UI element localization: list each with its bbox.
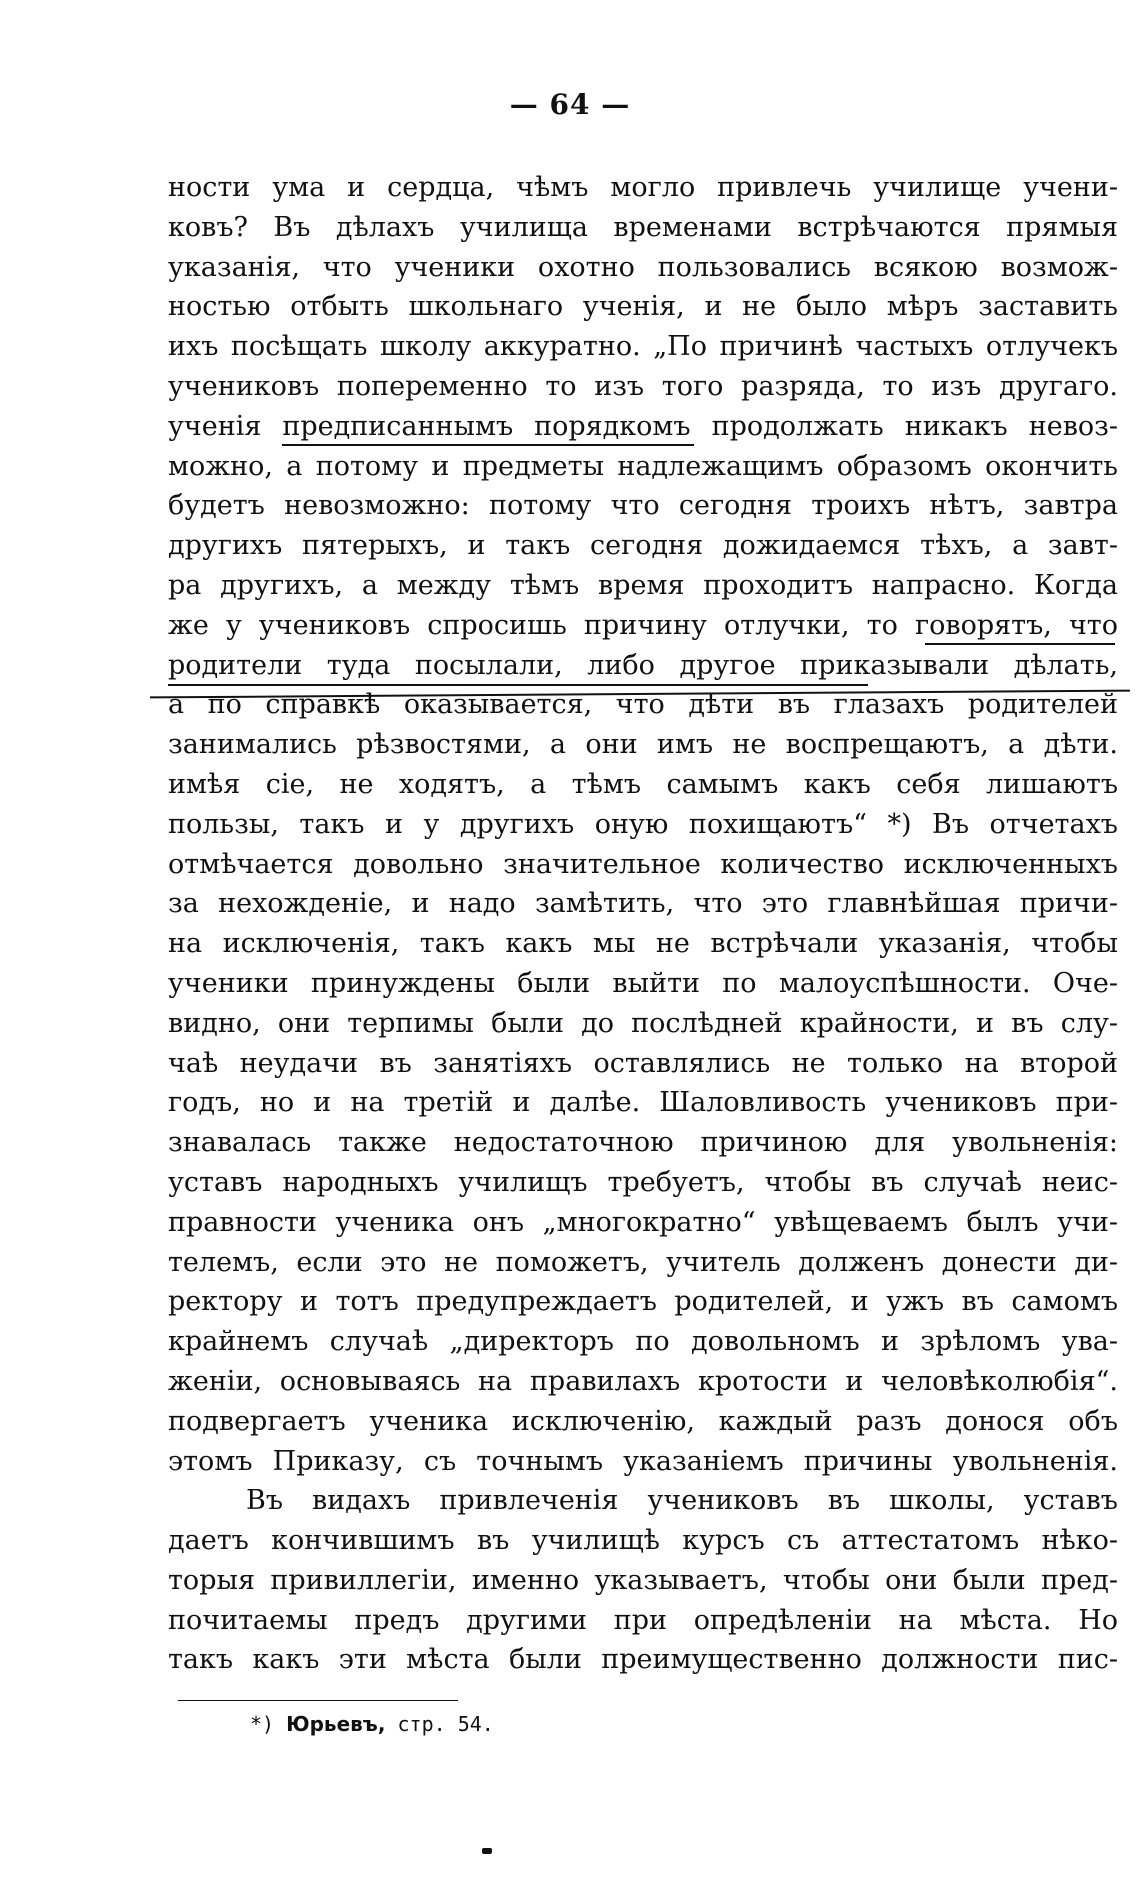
text-line: торыя привиллегіи, именно указываетъ, чтобы они были пред- — [168, 1564, 1118, 1596]
text-line: годъ, но и на третій и далѣе. Шаловливость учениковъ при- — [168, 1087, 1118, 1119]
text-line: уставъ народныхъ училищъ требуетъ, чтобы въ случаѣ неис- — [168, 1166, 1118, 1198]
text-line: чаѣ неудачи въ занятіяхъ оставлялись не только на второй — [168, 1047, 1118, 1079]
text-line: ковъ? Въ дѣлахъ училища временами встрѣчаются прямыя — [168, 211, 1118, 243]
text-line: а по справкѣ оказывается, что дѣти въ глазахъ родителей — [168, 689, 1118, 721]
text-line: правности ученика онъ „многократно“ увѣщеваемъ былъ учи- — [168, 1206, 1118, 1238]
text-line: ученія предписаннымъ порядкомъ продолжать никакъ невоз- — [168, 410, 1118, 442]
text-line: ра другихъ, а между тѣмъ время проходитъ напрасно. Когда — [168, 569, 1118, 601]
text-line: отмѣчается довольно значительное количество исключенныхъ — [168, 848, 1118, 880]
text-line: телемъ, если это не поможетъ, учитель долженъ донести ди- — [168, 1246, 1118, 1278]
text-line: ученики принуждены были выйти по малоуспѣшности. Оче- — [168, 967, 1118, 999]
text-line: крайнемъ случаѣ „директоръ по довольномъ и зрѣломъ ува- — [168, 1326, 1118, 1358]
text-line: можно, а потому и предметы надлежащимъ образомъ окончить — [168, 450, 1118, 482]
text-line: ности ума и сердца, чѣмъ могло привлечь училище учени- — [168, 172, 1118, 203]
text-line: ихъ посѣщать школу аккуратно. „По причинѣ частыхъ отлучекъ — [168, 331, 1118, 363]
text-line: за нехожденіе, и надо замѣтить, что это главнѣйшая причи- — [168, 888, 1118, 920]
text-line: же у учениковъ спросишь причину отлучки, то говорятъ, что — [168, 609, 1118, 641]
ink-blot-mark — [482, 1848, 492, 1854]
page-number: — 64 — — [509, 88, 631, 121]
text-line: другихъ пятерыхъ, и такъ сегодня дожидаемся тѣхъ, а завт- — [168, 530, 1118, 562]
pen-underline — [925, 643, 1115, 645]
text-line: родители туда посылали, либо другое приказывали дѣлать, — [168, 649, 1118, 681]
footnote-marker: *) — [250, 1712, 275, 1736]
footnote-reference: стр. 54. — [397, 1712, 494, 1736]
text-line: имѣя сіе, не ходятъ, а тѣмъ самымъ какъ себя лишаютъ — [168, 768, 1118, 800]
text-line: на исключенія, такъ какъ мы не встрѣчали указанія, чтобы — [168, 928, 1118, 960]
text-line: женіи, основываясь на правилахъ кротости и человѣколюбія“. — [168, 1365, 1118, 1397]
text-line: даетъ кончившимъ въ училищѣ курсъ съ аттестатомъ нѣко- — [168, 1525, 1118, 1557]
text-line: ректору и тотъ предупреждаетъ родителей, и ужъ въ самомъ — [168, 1286, 1118, 1318]
pen-underline — [282, 444, 694, 446]
text-line: пользы, такъ и у другихъ оную похищаютъ“ *) Въ отчетахъ — [168, 808, 1118, 840]
text-line: видно, они терпимы были до послѣдней крайности, и въ слу- — [168, 1007, 1118, 1039]
text-line: учениковъ попеременно то изъ того разряда, то изъ другаго. — [168, 370, 1118, 402]
text-line: почитаемы предъ другими при опредѣленіи на мѣста. Но — [168, 1604, 1118, 1636]
text-line: знавалась также недостаточною причиною для увольненія: — [168, 1127, 1118, 1159]
text-line: такъ какъ эти мѣста были преимущественно должности пис- — [168, 1644, 1118, 1676]
footnote — [250, 1712, 494, 1736]
text-line: будетъ невозможно: потому что сегодня троихъ нѣтъ, завтра — [168, 490, 1118, 522]
footnote-author: Юрьевъ, — [286, 1712, 386, 1736]
text-line: этомъ Приказу, съ точнымъ указаніемъ причины увольненія. — [168, 1445, 1118, 1477]
text-line: указанія, что ученики охотно пользовались всякою возмож- — [168, 251, 1118, 283]
text-line: занимались рѣзвостями, а они имъ не воспрещаютъ, а дѣти. — [168, 729, 1118, 761]
pen-underline — [168, 684, 868, 686]
body-text — [168, 168, 1118, 1680]
text-line: ностью отбыть школьнаго ученія, и не было мѣръ заставить — [168, 291, 1118, 323]
text-line: Въ видахъ привлеченія учениковъ въ школы, уставъ — [246, 1485, 1118, 1517]
footnote-divider — [178, 1700, 458, 1701]
text-line: подвергаетъ ученика исключенію, каждый разъ донося объ — [168, 1405, 1118, 1437]
